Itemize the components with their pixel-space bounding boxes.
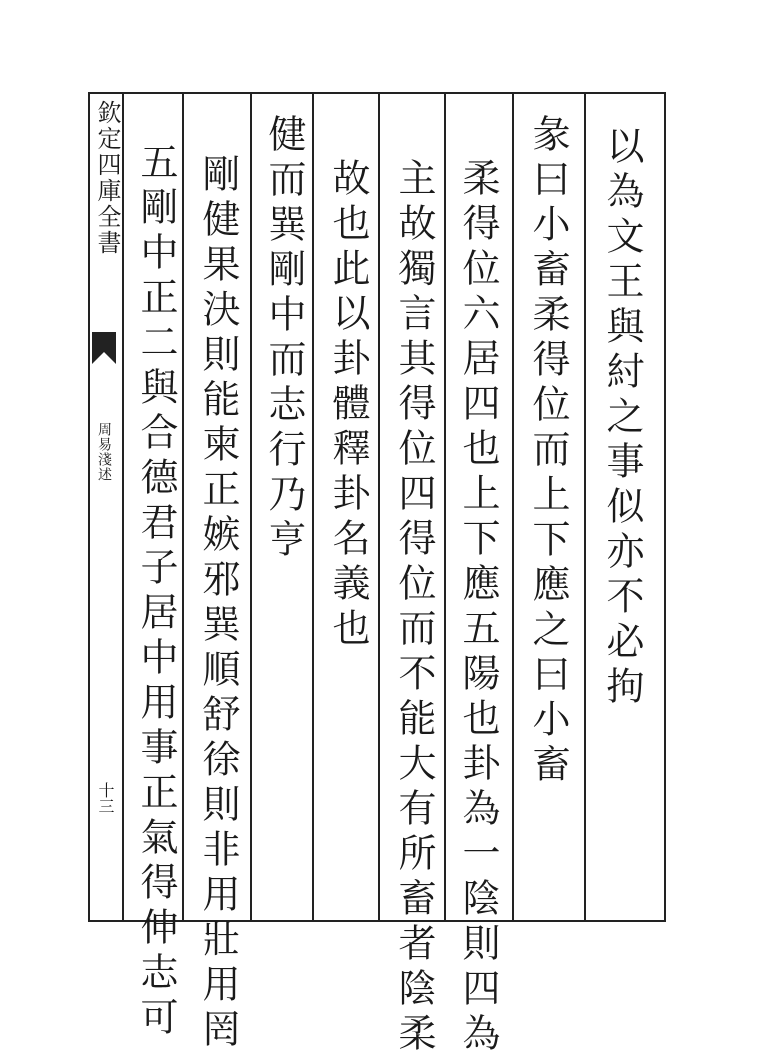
column-rule — [512, 92, 514, 920]
margin-book-title: 周易淺述 — [96, 422, 112, 482]
text-column-6: 健而巽剛中而志行乃亨 — [262, 114, 306, 564]
column-rule — [584, 92, 586, 920]
column-rule — [250, 92, 252, 920]
column-rule — [312, 92, 314, 920]
text-column-7: 剛健果決則能柬正嫉邪巽順舒徐則非用壯用罔 — [196, 154, 240, 1054]
text-column-2: 彖曰小畜柔得位而上下應之曰小畜 — [526, 114, 570, 789]
frame-right-rule — [664, 92, 666, 920]
frame-top-rule — [88, 92, 666, 94]
column-rule — [444, 92, 446, 920]
margin-page-number: 十三 — [96, 782, 115, 814]
column-rule — [122, 92, 124, 920]
text-column-5: 故也此以卦體釋卦名義也 — [326, 158, 370, 653]
text-column-1: 以為文王與紂之事似亦不必拘 — [600, 126, 644, 711]
text-column-8: 五剛中正二與合德君子居中用事正氣得伸志可 — [134, 142, 178, 1042]
margin-column — [88, 92, 122, 920]
margin-collection-title: 欽定四庫全書 — [93, 100, 121, 256]
fish-tail-mark-icon — [92, 332, 116, 364]
column-rule — [182, 92, 184, 920]
page-frame — [88, 92, 666, 1058]
text-column-3: 柔得位六居四也上下應五陽也卦為一陰則四為 — [456, 158, 500, 1058]
column-rule — [378, 92, 380, 920]
text-column-4: 主故獨言其得位四得位而不能大有所畜者陰柔 — [392, 158, 436, 1058]
